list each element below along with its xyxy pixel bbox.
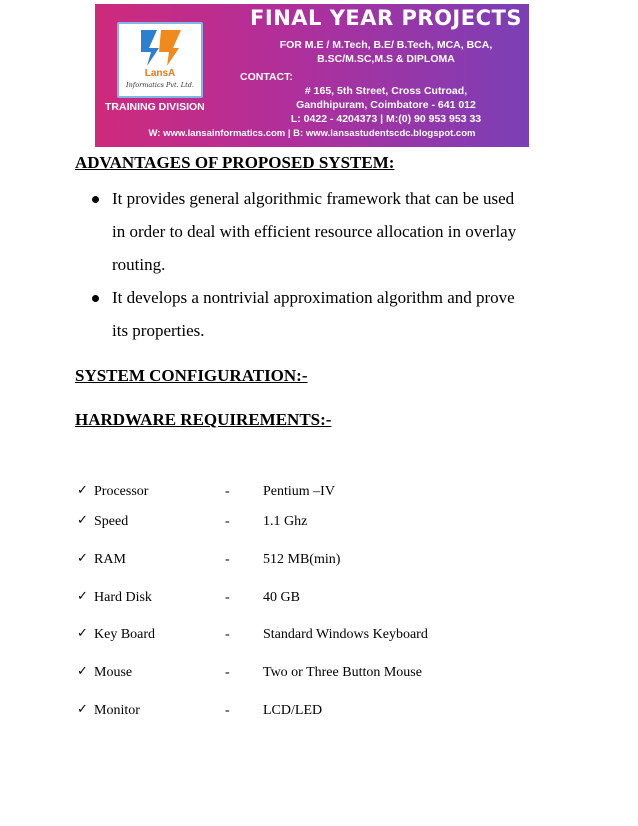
checkmark-icon: ✓ (77, 551, 88, 566)
contact-details (245, 84, 527, 126)
logo-name: LansA (144, 68, 176, 79)
requirement-value: 512 MB(min) (263, 552, 341, 567)
checkmark-icon: ✓ (77, 513, 88, 528)
advantages-heading: ADVANTAGES OF PROPOSED SYSTEM: (75, 153, 395, 172)
requirement-value: Standard Windows Keyboard (263, 627, 428, 642)
separator: - (225, 590, 230, 605)
table-row (75, 625, 575, 647)
bullet-icon (92, 196, 99, 203)
logo-subtitle: Informatics Pvt. Ltd. (126, 81, 194, 89)
banner-subtitle-line1: FOR M.E / M.Tech, B.E/ B.Tech, MCA, BCA, (279, 39, 493, 51)
address-line2: Gandhipuram, Coimbatore - 641 012 (296, 99, 476, 111)
requirement-name: RAM (94, 552, 126, 567)
training-division-label: TRAINING DIVISION (105, 101, 205, 113)
separator: - (225, 484, 230, 499)
table-row (75, 663, 575, 685)
list-item (75, 182, 575, 281)
table-row (75, 588, 575, 610)
banner-title: FINAL YEAR PROJECTS (250, 6, 522, 30)
checkmark-icon: ✓ (77, 626, 88, 641)
website-links: W: www.lansainformatics.com | B: www.lansastudentscdc.blogspot.com (148, 128, 476, 139)
banner-subtitle (245, 38, 527, 66)
separator: - (225, 627, 230, 642)
hardware-requirements-heading: HARDWARE REQUIREMENTS:- (75, 410, 332, 429)
header-banner (95, 4, 529, 147)
separator: - (225, 514, 230, 529)
phone-numbers: L: 0422 - 4204373 | M:(0) 90 953 953 33 (290, 113, 482, 125)
requirement-name: Key Board (94, 627, 156, 642)
contact-label: CONTACT: (240, 71, 293, 83)
list-item-line: It provides general algorithmic framework that can be used (112, 189, 515, 208)
banner-subtitle-line2: B.SC/M.SC,M.S & DIPLOMA (317, 53, 455, 65)
list-item-line: its properties. (112, 321, 205, 340)
requirement-value: 40 GB (263, 590, 300, 605)
requirement-name: Speed (94, 514, 129, 529)
checkmark-icon: ✓ (77, 702, 88, 717)
bullet-icon (92, 295, 99, 302)
requirement-value: Two or Three Button Mouse (263, 665, 422, 680)
requirement-name: Hard Disk (94, 590, 152, 605)
company-logo (117, 22, 203, 98)
list-item-line: routing. (112, 255, 166, 274)
list-item-line: in order to deal with efficient resource allocation in overlay (112, 222, 517, 241)
requirement-name: Monitor (94, 703, 140, 718)
separator: - (225, 703, 230, 718)
list-item (75, 281, 575, 347)
table-row (75, 512, 575, 534)
checkmark-icon: ✓ (77, 483, 88, 498)
requirement-value: 1.1 Ghz (263, 514, 308, 529)
address-line1: # 165, 5th Street, Cross Cutroad, (304, 85, 468, 97)
table-row (75, 550, 575, 572)
requirement-name: Processor (94, 484, 149, 499)
checkmark-icon: ✓ (77, 589, 88, 604)
lansa-logo-icon (137, 26, 183, 68)
checkmark-icon: ✓ (77, 664, 88, 679)
system-configuration-heading: SYSTEM CONFIGURATION:- (75, 366, 308, 385)
requirement-value: LCD/LED (263, 703, 323, 718)
table-row (75, 482, 575, 504)
advantages-list (75, 182, 575, 347)
requirement-name: Mouse (94, 665, 133, 680)
requirement-value: Pentium –IV (263, 484, 335, 499)
separator: - (225, 665, 230, 680)
table-row (75, 701, 575, 723)
separator: - (225, 552, 230, 567)
list-item-line: It develops a nontrivial approximation algorithm and prove (112, 288, 515, 307)
